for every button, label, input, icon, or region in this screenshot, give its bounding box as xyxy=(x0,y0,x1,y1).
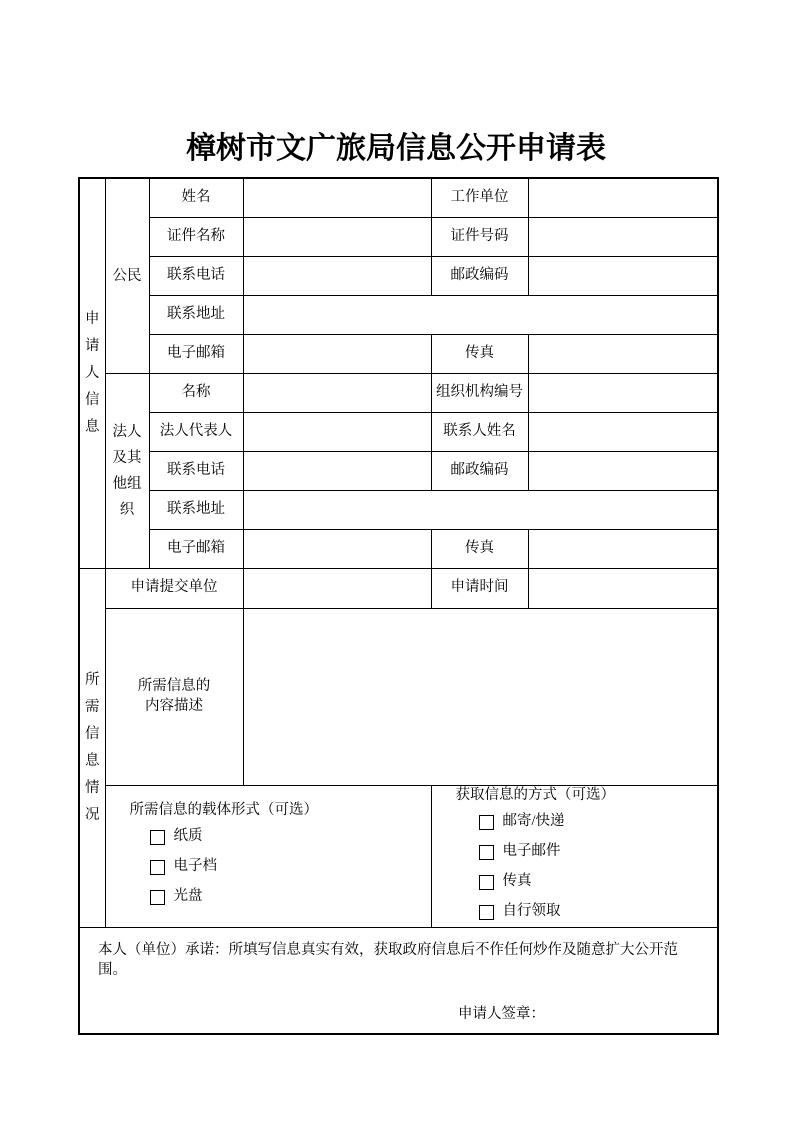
checkbox-unchecked-icon[interactable] xyxy=(479,815,494,830)
option-email[interactable] xyxy=(479,837,718,867)
input-citizen-fax[interactable] xyxy=(528,334,718,373)
label-citizen-address: 联系地址 xyxy=(149,295,243,334)
label-org-address: 联系地址 xyxy=(149,490,243,529)
obtain-method-title: 获取信息的方式（可选） xyxy=(455,786,615,803)
label-org-postal-code: 邮政编码 xyxy=(431,451,528,490)
option-mail-express[interactable] xyxy=(479,807,718,837)
input-content-description[interactable] xyxy=(243,608,718,785)
carrier-format-cell xyxy=(105,785,431,928)
input-citizen-work-unit[interactable] xyxy=(528,178,718,217)
pledge-cell xyxy=(79,928,718,1034)
input-citizen-phone[interactable] xyxy=(243,256,431,295)
label-submit-unit: 申请提交单位 xyxy=(105,568,243,608)
input-citizen-cert-number[interactable] xyxy=(528,217,718,256)
label-citizen-postal-code: 邮政编码 xyxy=(431,256,528,295)
input-org-contact-name[interactable] xyxy=(528,412,718,451)
table-row xyxy=(79,529,718,568)
label-citizen-cert-name: 证件名称 xyxy=(149,217,243,256)
label-content-description: 所需信息的内容描述 xyxy=(105,608,243,785)
option-label: 纸质 xyxy=(173,828,203,845)
form-title: 樟树市文广旅局信息公开申请表 xyxy=(186,132,606,165)
table-row xyxy=(79,334,718,373)
label-citizen-name: 姓名 xyxy=(149,178,243,217)
table-row xyxy=(79,373,718,412)
table-row xyxy=(79,928,718,1034)
table-row xyxy=(79,785,718,928)
table-row xyxy=(79,178,718,217)
option-label: 电子档 xyxy=(173,858,217,875)
option-electronic-file[interactable] xyxy=(150,852,431,882)
input-org-fax[interactable] xyxy=(528,529,718,568)
label-citizen-phone: 联系电话 xyxy=(149,256,243,295)
label-citizen-email: 电子邮箱 xyxy=(149,334,243,373)
label-apply-time: 申请时间 xyxy=(431,568,528,608)
label-org-contact-name: 联系人姓名 xyxy=(431,412,528,451)
option-label: 自行领取 xyxy=(502,903,561,920)
input-org-code[interactable] xyxy=(528,373,718,412)
carrier-format-title: 所需信息的载体形式（可选） xyxy=(129,801,318,818)
input-citizen-cert-name[interactable] xyxy=(243,217,431,256)
input-org-address[interactable] xyxy=(243,490,718,529)
table-row xyxy=(79,217,718,256)
group-label-applicant-info: 申请人信息 xyxy=(79,178,105,568)
label-citizen-cert-number: 证件号码 xyxy=(431,217,528,256)
checkbox-unchecked-icon[interactable] xyxy=(150,860,165,875)
input-org-name[interactable] xyxy=(243,373,431,412)
input-submit-unit[interactable] xyxy=(243,568,431,608)
option-paper[interactable] xyxy=(150,822,431,852)
label-citizen-fax: 传真 xyxy=(431,334,528,373)
input-org-legal-rep[interactable] xyxy=(243,412,431,451)
option-optical-disc[interactable] xyxy=(150,882,431,912)
obtain-method-options xyxy=(432,807,718,927)
carrier-format-options xyxy=(106,822,431,912)
input-org-email[interactable] xyxy=(243,529,431,568)
checkbox-unchecked-icon[interactable] xyxy=(479,845,494,860)
input-org-postal-code[interactable] xyxy=(528,451,718,490)
label-org-legal-rep: 法人代表人 xyxy=(149,412,243,451)
table-row xyxy=(79,412,718,451)
option-self-pickup[interactable] xyxy=(479,897,718,927)
group-label-request-info: 所需信息情况 xyxy=(79,568,105,928)
label-org-code: 组织机构编号 xyxy=(431,373,528,412)
signature-label: 申请人签章： xyxy=(458,1006,545,1023)
option-label: 邮寄/快递 xyxy=(502,813,565,830)
label-org-email: 电子邮箱 xyxy=(149,529,243,568)
obtain-method-cell xyxy=(431,785,718,928)
input-apply-time[interactable] xyxy=(528,568,718,608)
table-row xyxy=(79,295,718,334)
option-fax[interactable] xyxy=(479,867,718,897)
input-org-phone[interactable] xyxy=(243,451,431,490)
table-row xyxy=(79,256,718,295)
label-org-name: 名称 xyxy=(149,373,243,412)
group-label-organization: 法人及其他组织 xyxy=(105,373,149,568)
application-form-table xyxy=(78,177,719,1035)
group-label-citizen: 公民 xyxy=(105,178,149,373)
checkbox-unchecked-icon[interactable] xyxy=(150,830,165,845)
option-label: 光盘 xyxy=(173,888,203,905)
pledge-text: 本人（单位）承诺：所填写信息真实有效，获取政府信息后不作任何炒作及随意扩大公开范围。 xyxy=(98,942,678,978)
table-row xyxy=(79,608,718,785)
option-label: 传真 xyxy=(502,873,532,890)
table-row xyxy=(79,568,718,608)
input-citizen-address[interactable] xyxy=(243,295,718,334)
checkbox-unchecked-icon[interactable] xyxy=(479,875,494,890)
input-citizen-email[interactable] xyxy=(243,334,431,373)
label-org-fax: 传真 xyxy=(431,529,528,568)
input-citizen-postal-code[interactable] xyxy=(528,256,718,295)
label-org-phone: 联系电话 xyxy=(149,451,243,490)
checkbox-unchecked-icon[interactable] xyxy=(479,905,494,920)
option-label: 电子邮件 xyxy=(502,843,561,860)
checkbox-unchecked-icon[interactable] xyxy=(150,890,165,905)
label-citizen-work-unit: 工作单位 xyxy=(431,178,528,217)
input-citizen-name[interactable] xyxy=(243,178,431,217)
table-row xyxy=(79,490,718,529)
table-row xyxy=(79,451,718,490)
